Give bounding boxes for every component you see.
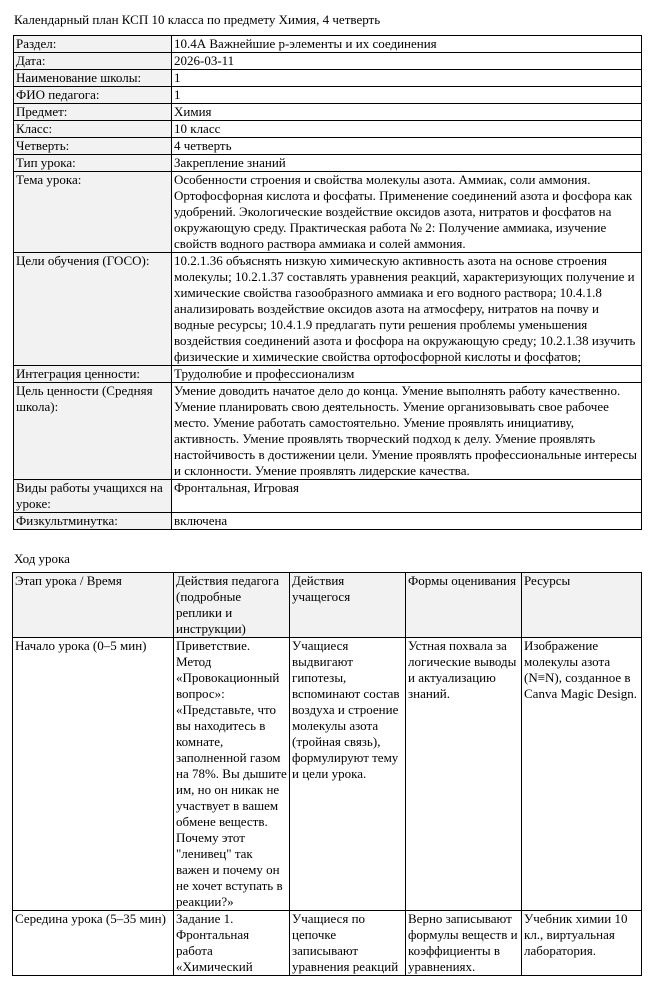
- plan-cell: Начало урока (0–5 мин): [13, 638, 174, 911]
- info-key: Цель ценности (Средняя школа):: [14, 383, 172, 480]
- info-key: Класс:: [14, 121, 172, 138]
- info-key: Четверть:: [14, 138, 172, 155]
- plan-cell: Учащиеся выдвигают гипотезы, вспоминают состав воздуха и строение молекулы азота (тройная связь), формулируют тему и цели урока.: [290, 638, 406, 911]
- table-row: [13, 638, 642, 911]
- plan-cell: Учебник химии 10 кл., виртуальная лаборатория.: [522, 911, 642, 976]
- info-key: Дата:: [14, 53, 172, 70]
- info-value: Закрепление знаний: [172, 155, 642, 172]
- info-key: Тема урока:: [14, 172, 172, 253]
- info-row: [14, 70, 642, 87]
- info-value: 1: [172, 70, 642, 87]
- info-value: включена: [172, 513, 642, 530]
- info-key: Физкультминутка:: [14, 513, 172, 530]
- info-key: Виды работы учащихся на уроке:: [14, 480, 172, 513]
- page-title: Календарный план КСП 10 класса по предмету Химия, 4 четверть: [14, 12, 381, 27]
- info-row: [14, 104, 642, 121]
- info-row: [14, 366, 642, 383]
- info-value: Химия: [172, 104, 642, 121]
- info-value: Умение доводить начатое дело до конца. Умение выполнять работу качественно. Умение планировать свою деятельность. Умение организовывать свое рабочее место. Умение работать самостоятельно. Умение проявлять инициативу, активность. Умение проявлять творческий подход к делу. Умение проявлять настойчивость в достижении цели. Умение проявлять профессиональные интересы и склонности. Умение проявлять лидерские качества.: [172, 383, 642, 480]
- info-row: [14, 121, 642, 138]
- plan-header-cell: Формы оценивания: [406, 573, 522, 638]
- plan-header-cell: Действия учащегося: [290, 573, 406, 638]
- plan-cell: Середина урока (5–35 мин): [13, 911, 174, 976]
- plan-cell: Устная похвала за логические выводы и актуализацию знаний.: [406, 638, 522, 911]
- info-row: [14, 87, 642, 104]
- lesson-plan-table: [12, 572, 642, 976]
- info-row: [14, 172, 642, 253]
- info-value: Трудолюбие и профессионализм: [172, 366, 642, 383]
- info-value: 2026-03-11: [172, 53, 642, 70]
- plan-header-cell: Действия педагога (подробные реплики и инструкции): [174, 573, 290, 638]
- plan-cell: Задание 1. Фронтальная работа «Химический: [174, 911, 290, 976]
- section-title: Ход урока: [14, 551, 70, 566]
- info-value: 4 четверть: [172, 138, 642, 155]
- info-key: Наименование школы:: [14, 70, 172, 87]
- info-value: 10.4А Важнейшие р-элементы и их соединения: [172, 36, 642, 53]
- info-value: 10.2.1.36 объяснять низкую химическую активность азота на основе строения молекулы; 10.2.1.37 составлять уравнения реакций, характеризующих получение и химические свойства газообразного аммиака и его водного раствора; 10.4.1.8 анализировать воздействие оксидов азота на атмосферу, нитратов на почву и водные ресурсы; 10.4.1.9 предлагать пути решения проблемы уменьшения воздействия соединений азота и фосфора на окружающую среду; 10.2.1.38 изучить физические и химические свойства ортофосфорной кислоты и фосфатов;: [172, 253, 642, 366]
- plan-cell: Учащиеся по цепочке записывают уравнения реакций: [290, 911, 406, 976]
- info-row: [14, 253, 642, 366]
- plan-header-cell: Ресурсы: [522, 573, 642, 638]
- plan-header-row: [13, 573, 642, 638]
- table-row: [13, 911, 642, 976]
- info-row: [14, 513, 642, 530]
- plan-cell: Изображение молекулы азота (N≡N), созданное в Canva Magic Design.: [522, 638, 642, 911]
- info-key: Интеграция ценности:: [14, 366, 172, 383]
- lesson-info-table: [13, 35, 642, 530]
- info-key: Цели обучения (ГОСО):: [14, 253, 172, 366]
- info-row: [14, 36, 642, 53]
- info-row: [14, 383, 642, 480]
- plan-cell: Приветствие. Метод «Провокационный вопрос»: «Представьте, что вы находитесь в комнате, заполненной газом на 78%. Вы дышите им, но он никак не участвует в вашем обмене веществ. Почему этот "ленивец" так важен и почему он не хочет вступать в реакции?»: [174, 638, 290, 911]
- info-key: Раздел:: [14, 36, 172, 53]
- info-row: [14, 53, 642, 70]
- info-row: [14, 480, 642, 513]
- info-key: ФИО педагога:: [14, 87, 172, 104]
- info-value: Особенности строения и свойства молекулы азота. Аммиак, соли аммония. Ортофосфорная кислота и фосфаты. Применение соединений азота и фосфора как удобрений. Экологические воздействие оксидов азота, нитратов и фосфатов на окружающую среду. Практическая работа № 2: Получение аммиака, изучение свойств водного раствора аммиака и солей аммония.: [172, 172, 642, 253]
- info-key: Предмет:: [14, 104, 172, 121]
- info-key: Тип урока:: [14, 155, 172, 172]
- info-value: Фронтальная, Игровая: [172, 480, 642, 513]
- plan-header-cell: Этап урока / Время: [13, 573, 174, 638]
- info-row: [14, 138, 642, 155]
- info-value: 10 класс: [172, 121, 642, 138]
- plan-cell: Верно записывают формулы веществ и коэффициенты в уравнениях.: [406, 911, 522, 976]
- info-value: 1: [172, 87, 642, 104]
- info-row: [14, 155, 642, 172]
